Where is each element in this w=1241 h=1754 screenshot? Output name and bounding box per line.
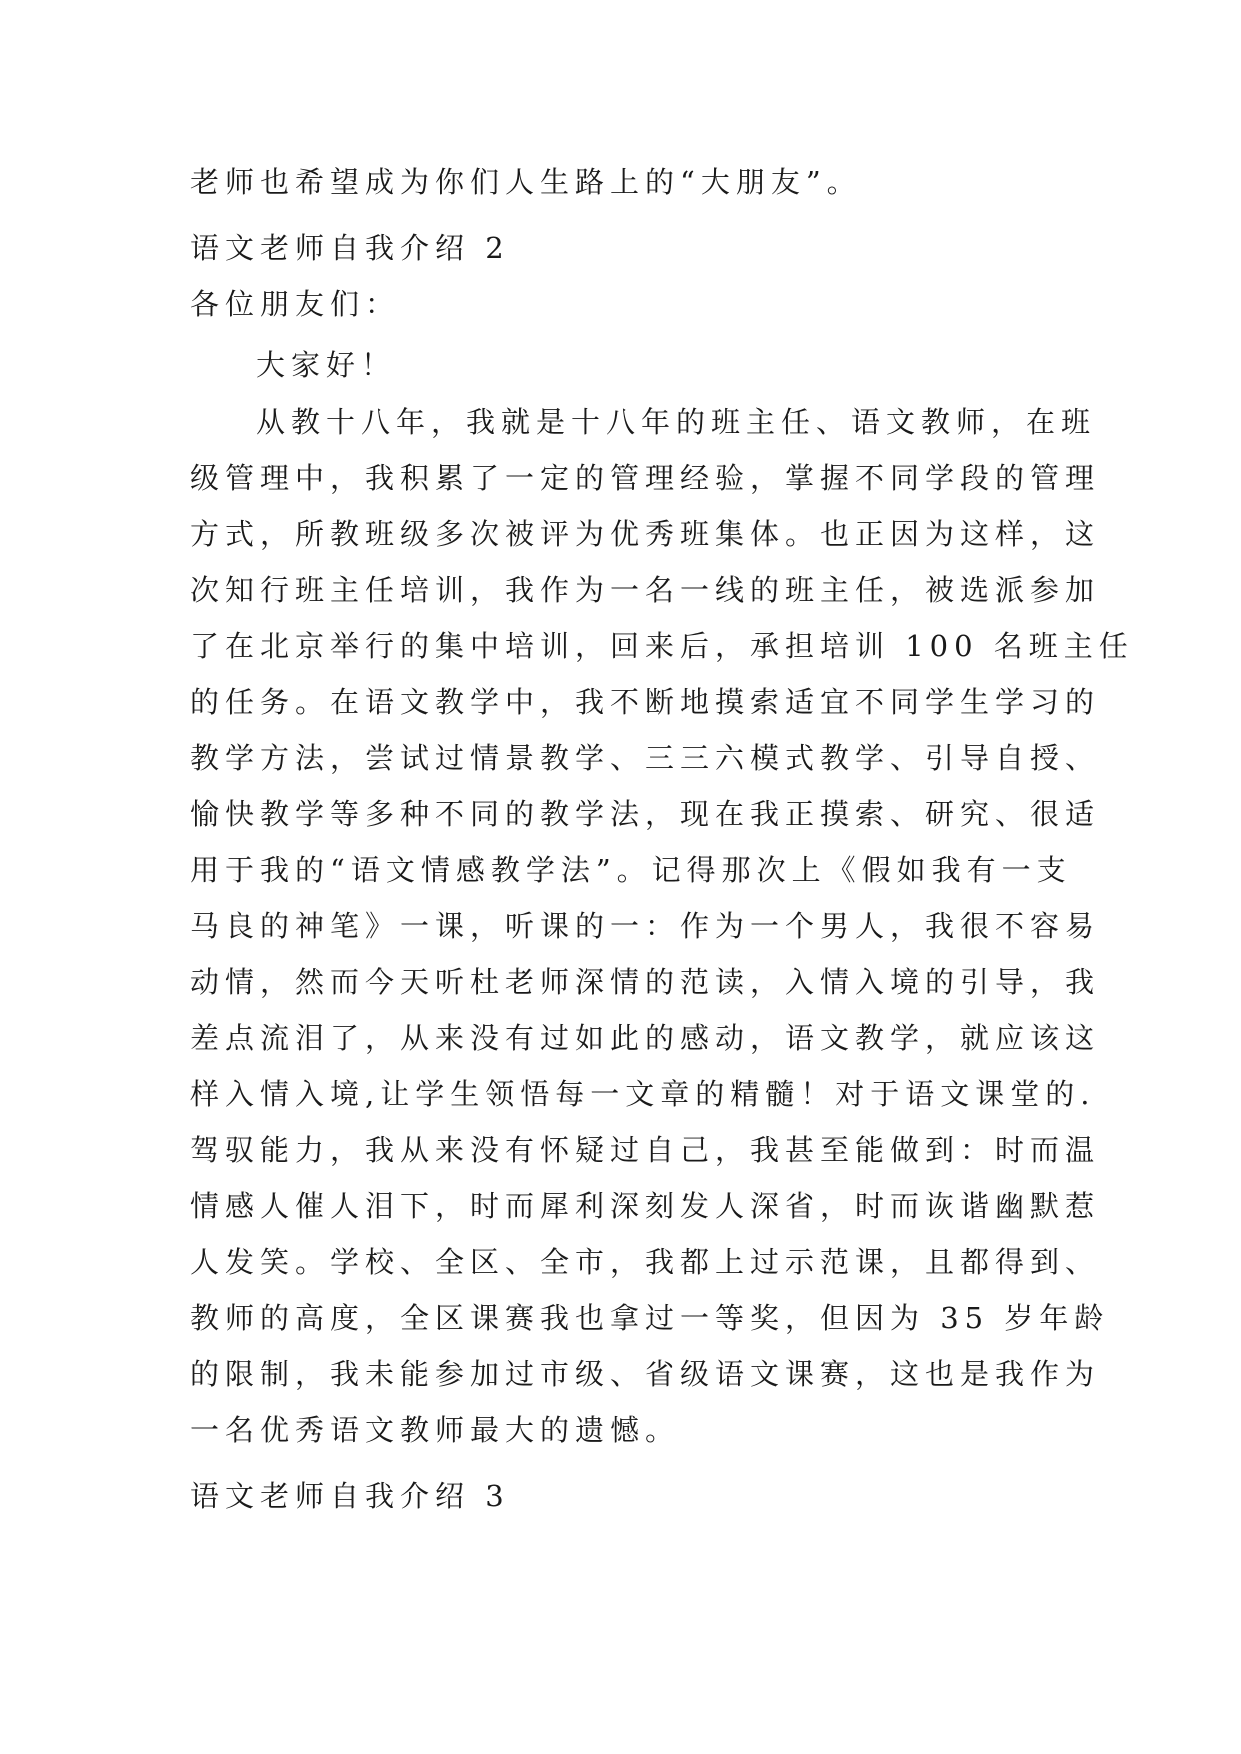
body-line: 样入情入境,让学生领悟每一文章的精髓！对于语文课堂的. bbox=[190, 1077, 1096, 1111]
body-line: 情感人催人泪下，时而犀利深刻发人深省，时而诙谐幽默惹 bbox=[190, 1189, 1101, 1223]
body-line: 一名优秀语文教师最大的遗憾。 bbox=[190, 1413, 681, 1447]
greeting-hello: 大家好！ bbox=[256, 348, 397, 382]
greeting-salutation: 各位朋友们： bbox=[190, 287, 401, 321]
body-line: 愉快教学等多种不同的教学法，现在我正摸索、研究、很适 bbox=[190, 797, 1101, 831]
body-line: 驾驭能力，我从来没有怀疑过自己，我甚至能做到：时而温 bbox=[190, 1133, 1101, 1167]
body-line: 了在北京举行的集中培训，回来后，承担培训 100 名班主任 bbox=[190, 629, 1134, 663]
body-line: 级管理中，我积累了一定的管理经验，掌握不同学段的管理 bbox=[190, 461, 1101, 495]
section-heading-3: 语文老师自我介绍 3 bbox=[190, 1479, 510, 1513]
paragraph-closing-line: 老师也希望成为你们人生路上的“大朋友”。 bbox=[190, 165, 862, 199]
body-line: 动情，然而今天听杜老师深情的范读，入情入境的引导，我 bbox=[190, 965, 1101, 999]
section-heading-2: 语文老师自我介绍 2 bbox=[190, 231, 510, 265]
body-line: 的任务。在语文教学中，我不断地摸索适宜不同学生学习的 bbox=[190, 685, 1101, 719]
body-line: 方式，所教班级多次被评为优秀班集体。也正因为这样，这 bbox=[190, 517, 1101, 551]
body-line: 人发笑。学校、全区、全市，我都上过示范课，且都得到、 bbox=[190, 1245, 1101, 1279]
body-line: 马良的神笔》一课，听课的一：作为一个男人，我很不容易 bbox=[190, 909, 1101, 943]
body-line: 次知行班主任培训，我作为一名一线的班主任，被选派参加 bbox=[190, 573, 1101, 607]
body-line: 差点流泪了，从来没有过如此的感动，语文教学，就应该这 bbox=[190, 1021, 1101, 1055]
body-line: 用于我的“语文情感教学法”。记得那次上《假如我有一支 bbox=[190, 853, 1072, 887]
body-line: 从教十八年，我就是十八年的班主任、语文教师，在班 bbox=[256, 405, 1097, 439]
body-line: 教师的高度，全区课赛我也拿过一等奖，但因为 35 岁年龄 bbox=[190, 1301, 1110, 1335]
body-line: 教学方法，尝试过情景教学、三三六模式教学、引导自授、 bbox=[190, 741, 1101, 775]
body-line: 的限制，我未能参加过市级、省级语文课赛，这也是我作为 bbox=[190, 1357, 1101, 1391]
